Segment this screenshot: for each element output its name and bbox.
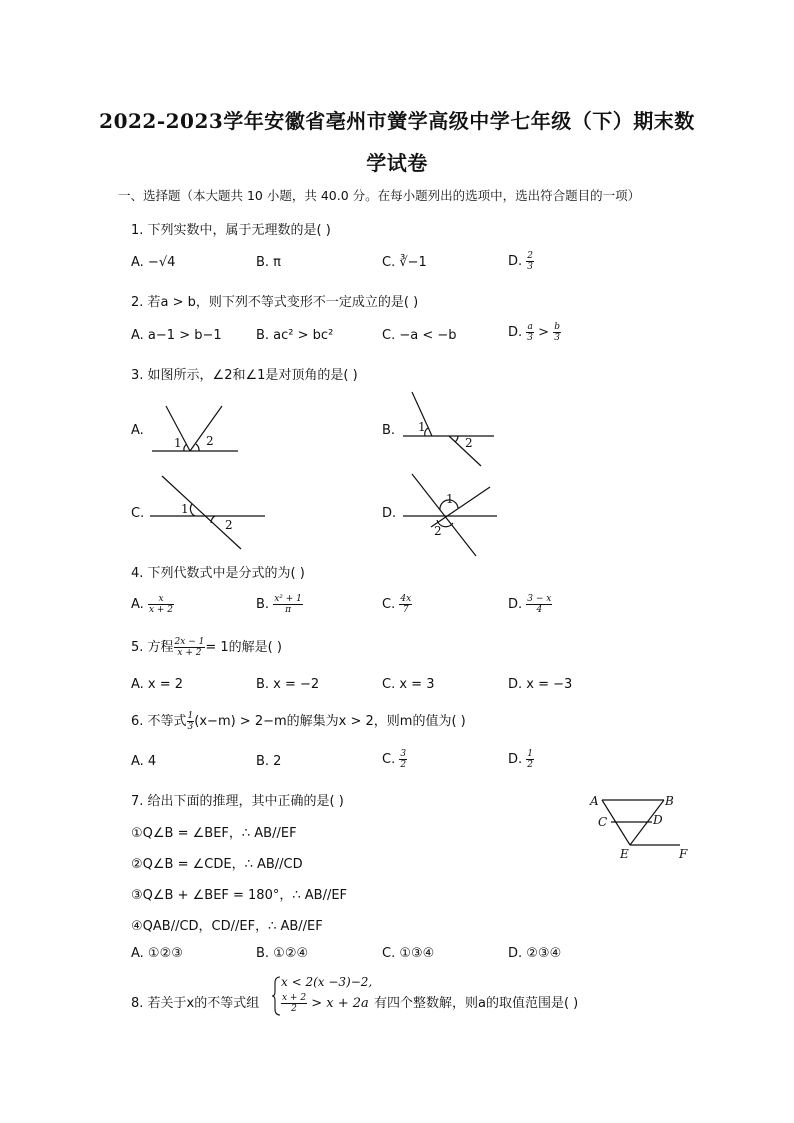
- question-6-option-a: A. 4: [131, 754, 157, 769]
- denominator: x + 2: [177, 648, 202, 658]
- question-2-stem: 2. 若a > b，则下列不等式变形不一定成立的是( ): [131, 295, 419, 310]
- option-label: D.: [508, 254, 523, 269]
- question-5-option-a: A. x = 2: [131, 677, 184, 692]
- figure-d-line-1: [412, 474, 476, 556]
- denominator: 4: [536, 605, 543, 615]
- question-7-option-b: B. ①②④: [256, 946, 309, 961]
- denominator: 2: [400, 760, 407, 770]
- question-7-stem: 7. 给出下面的推理，其中正确的是( ): [131, 794, 344, 809]
- option-label: C.: [382, 752, 396, 767]
- numerator: 2: [527, 251, 534, 261]
- numerator: x: [148, 594, 174, 605]
- question-4-stem: 4. 下列代数式中是分式的为( ): [131, 566, 305, 581]
- numerator: 3: [400, 749, 407, 759]
- question-1-option-a: A. −√4: [131, 255, 176, 270]
- option-label: D.: [508, 325, 523, 340]
- denominator: 3: [527, 262, 534, 272]
- option-label: A.: [131, 597, 144, 612]
- q7-figure-label-d: D: [653, 813, 663, 827]
- question-5-option-b: B. x = −2: [256, 677, 320, 692]
- numerator: 2x − 1: [174, 637, 205, 647]
- question-3-option-a: A.: [131, 423, 144, 438]
- exam-title-line1: 2022-2023学年安徽省亳州市黉学高级中学七年级（下）期末数: [99, 109, 695, 133]
- numerator: 1: [527, 749, 534, 759]
- question-8-stem-prefix: 8. 若关于x的不等式组: [131, 996, 260, 1011]
- numerator: b: [554, 322, 560, 332]
- fraction: [399, 749, 407, 770]
- question-7-statement-4: ④QAB//CD，CD//EF，∴ AB//EF: [131, 919, 323, 934]
- denominator: 2: [291, 1004, 297, 1014]
- figure-d-label-2: 2: [434, 524, 442, 538]
- question-1-option-c: C. ∛−1: [382, 255, 427, 270]
- question-8-inequality-1: x < 2(x −3)−2,: [281, 975, 373, 989]
- numerator: 4x: [400, 594, 412, 604]
- question-6-stem: [131, 710, 466, 732]
- figure-c-label-2: 2: [225, 518, 233, 532]
- denominator: 7: [402, 605, 409, 615]
- question-7-statement-3: ③Q∠B + ∠BEF = 180°，∴ AB//EF: [131, 888, 348, 903]
- denominator: 3: [554, 333, 560, 343]
- question-6-option-d: [508, 749, 534, 770]
- operator: >: [538, 325, 550, 340]
- question-4-option-a: [131, 594, 174, 615]
- question-7-statement-1: ①Q∠B = ∠BEF，∴ AB//EF: [131, 826, 297, 841]
- question-4-option-c: [382, 594, 412, 615]
- question-7-option-d: D. ②③④: [508, 946, 562, 961]
- question-8-inequality-2: [281, 993, 369, 1014]
- question-3-option-c: C.: [131, 506, 145, 521]
- fraction: [148, 594, 174, 615]
- figure-a-angle-2-arc: [196, 444, 199, 451]
- question-4-option-b: [256, 594, 303, 615]
- question-3-stem: 3. 如图所示，∠2和∠1是对顶角的是( ): [131, 368, 358, 383]
- fraction: [526, 594, 552, 615]
- question-5-stem: [131, 636, 282, 658]
- option-label: B.: [256, 597, 270, 612]
- denominator: x + 2: [148, 605, 174, 615]
- question-2-option-a: A. a−1 > b−1: [131, 328, 222, 343]
- question-8-stem-suffix: 有四个整数解，则a的取值范围是( ): [374, 996, 579, 1011]
- q7-figure-label-e: E: [620, 847, 629, 861]
- question-1-option-b: B. π: [256, 255, 282, 270]
- denominator: 2: [527, 760, 534, 770]
- inequality-rhs: > x + 2a: [311, 996, 369, 1011]
- stem-prefix: 6. 不等式: [131, 714, 187, 729]
- numerator: 3 − x: [527, 594, 552, 604]
- q7-figure-label-b: B: [665, 794, 674, 808]
- stem-prefix: 5. 方程: [131, 640, 174, 655]
- figure-b-angle-2-arc: [455, 436, 458, 442]
- question-5-option-c: C. x = 3: [382, 677, 435, 692]
- q7-figure-label-f: F: [679, 847, 688, 861]
- question-7-option-a: A. ①②③: [131, 946, 183, 961]
- figure-b-label-2: 2: [465, 436, 473, 450]
- fraction: [281, 993, 307, 1014]
- figure-c-label-1: 1: [181, 502, 189, 516]
- q7-figure-label-a: A: [590, 794, 599, 808]
- numerator: x² + 1: [274, 594, 302, 604]
- section-heading: 一、选择题（本大题共 10 小题，共 40.0 分。在每小题列出的选项中，选出符合题目的一项）: [118, 188, 641, 203]
- stem-suffix: (x−m) > 2−m的解集为x > 2，则m的值为( ): [194, 714, 466, 729]
- figure-b-label-1: 1: [418, 420, 426, 434]
- question-1-stem: 1. 下列实数中，属于无理数的是( ): [131, 223, 331, 238]
- figure-c-angle-2-arc: [211, 516, 215, 523]
- fraction: [174, 637, 206, 658]
- figure-a-label-2: 2: [206, 434, 214, 448]
- question-3-option-b: B.: [382, 423, 396, 438]
- fraction: [526, 749, 534, 770]
- question-6-option-c: [382, 749, 407, 770]
- question-7-statement-2: ②Q∠B = ∠CDE，∴ AB//CD: [131, 857, 303, 872]
- option-label: D.: [508, 752, 523, 767]
- question-2-option-b: B. ac² > bc²: [256, 328, 334, 343]
- question-2-option-c: C. −a < −b: [382, 328, 457, 343]
- numerator: a: [527, 322, 533, 332]
- figure-c-transversal: [162, 476, 241, 549]
- question-5-option-d: D. x = −3: [508, 677, 573, 692]
- figure-a-angle-1-arc: [184, 444, 187, 451]
- figure-d-label-1: 1: [446, 492, 454, 506]
- numerator: 1: [187, 711, 194, 721]
- denominator: 3: [187, 722, 194, 732]
- option-label: D.: [508, 597, 523, 612]
- question-3-option-d: D.: [382, 506, 397, 521]
- question-4-option-d: [508, 594, 552, 615]
- option-label: C.: [382, 597, 396, 612]
- figure-a-label-1: 1: [174, 436, 182, 450]
- exam-title-line2: 学试卷: [366, 151, 428, 175]
- stem-suffix: = 1的解是( ): [205, 640, 282, 655]
- fraction: [399, 594, 412, 615]
- denominator: 3: [527, 333, 534, 343]
- denominator: π: [285, 605, 291, 615]
- fraction: [273, 594, 303, 615]
- question-7-option-c: C. ①③④: [382, 946, 435, 961]
- numerator: x + 2: [282, 993, 307, 1003]
- question-6-option-b: B. 2: [256, 754, 282, 769]
- q7-figure-label-c: C: [598, 815, 608, 829]
